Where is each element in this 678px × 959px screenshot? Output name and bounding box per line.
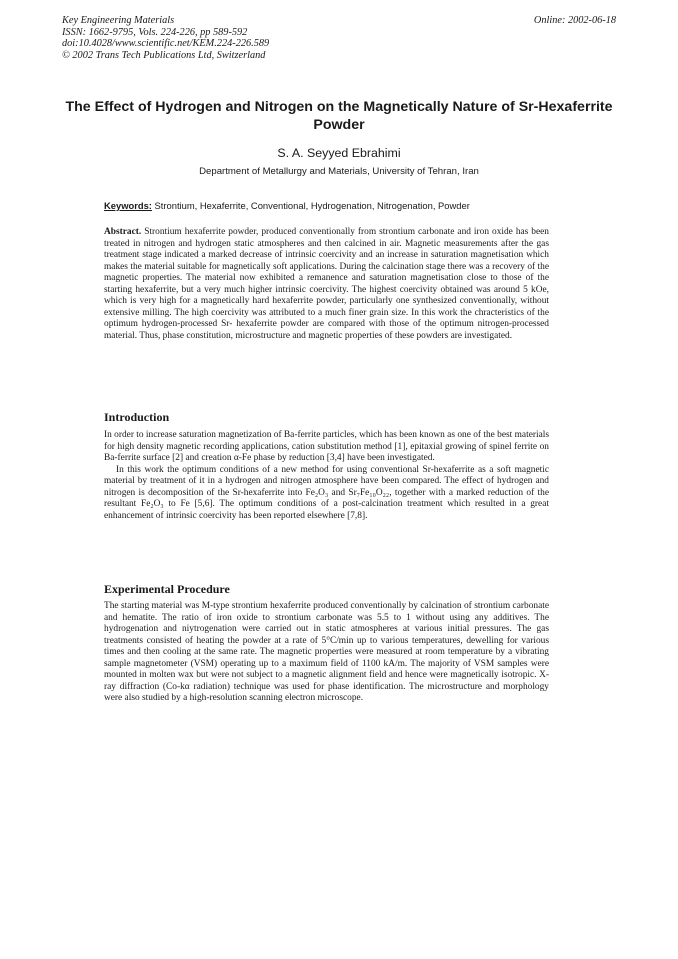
- journal-meta: [62, 15, 269, 61]
- author-affiliation: Department of Metallurgy and Materials, University of Tehran, Iran: [199, 166, 479, 177]
- abstract-text: Strontium hexaferrite powder, produced conventionally from strontium carbonate and iron oxide has been treated in nitrogen and hydrogen static atmospheres and then calcined in air. Magnetic measurements after the gas treatment stage indicated a marked decrease of intrinsic coercivity and an increase in saturation magnetisation which makes the material suitable for magnetically soft applications. During the calcination stage there was a recovery of the magnetic properties. The material now exhibited a remanence and saturation magnetisation close to those of the starting hexaferrite, but a very much higher intrinsic coercivity. The highest coercivity obtained was around 5 kOe, which is very high for a magnetically hard hexaferrite powder, particularly one synthesized conventionally, without extensive milling. The high coercivity was attributed to a much finer grain size. In this work the chracteristics of the optimum hydrogen-processed Sr- hexaferrite powder are compared with those of the optimum nitrogen-processed material. Thus, phase constitution, microstructure and magnetic properties of these powders are investigated.: [104, 227, 549, 341]
- introduction-paragraph-2: In this work the optimum conditions of a new method for using conventional Sr-hexaferrite as a soft magnetic material by treatment of it in a hydrogen and nitrogen atmosphere have been compared. The effect of hydrogen and nitrogen is decomposition of the Sr-hexaferrite into Fe₂O₃ and Sr₇Fe₁₀O₂₂, together with a marked reduction of the resultant Fe₂O₃ to Fe [5,6]. The optimum conditions of a post-calcination treatment which resulted in a great enhancement of intrinsic coercivity has been reported elsewhere [7,8].: [104, 464, 549, 521]
- journal-name: Key Engineering Materials: [62, 15, 175, 26]
- paper-title: The Effect of Hydrogen and Nitrogen on the Magnetically Nature of Sr-Hexaferrite Powder: [65, 99, 613, 133]
- abstract: [104, 227, 549, 342]
- introduction-heading: Introduction: [104, 410, 170, 424]
- online-date: Online: 2002-06-18: [533, 15, 616, 26]
- experimental-body: [104, 601, 549, 705]
- keywords-line: [104, 200, 574, 211]
- introduction-body: [104, 430, 549, 522]
- experimental-heading: Experimental Procedure: [104, 582, 230, 596]
- issn-line: ISSN: 1662-9795, Vols. 224-226, pp 589-592: [62, 26, 248, 38]
- introduction-paragraph-1: In order to increase saturation magnetization of Ba-ferrite particles, which has been known as one of the best materials for high density magnetic recording applications, cation substitution method [1], epitaxial growing of spinel ferrite on Ba-ferrite surface [2] and creation α-Fe phase by reduction [3,4] have been investigated.: [104, 430, 549, 464]
- keywords-list: Strontium, Hexaferrite, Conventional, Hydrogenation, Nitrogenation, Powder: [154, 200, 470, 211]
- author-name: S. A. Seyyed Ebrahimi: [277, 146, 401, 160]
- doi-line: doi:10.4028/www.scientific.net/KEM.224-226.589: [62, 38, 270, 50]
- keywords-label: Keywords:: [104, 200, 152, 211]
- abstract-label: Abstract.: [104, 227, 142, 237]
- copyright-line: © 2002 Trans Tech Publications Ltd, Switzerland: [62, 49, 266, 61]
- experimental-paragraph-1: The starting material was M-type strontium hexaferrite produced conventionally by calcination of strontium carbonate and hematite. The ratio of iron oxide to strontium carbonate was 5.5 to 1 without using any additives. The hydrogenation and niytrogenation were carried out in static atmospheres at various initial pressures. The gas treatments consisted of heating the powder at a rate of 5°C/min up to various temperatures, dewelling for various times and then cooling at the same rate. The magnetic properties were measured at room temperature by a vibrating sample magnetometer (VSM) operating up to a maximum field of 1100 kA/m. The majority of VSM samples were mounted in molten wax but were not subject to a magnetic alignment field and hence were magnetically isotropic. X-ray diffraction (Co-kα radiation) technique was used for phase identification. The microstructure and morphology were also studied by a high-resolution scanning electron microscope.: [104, 601, 549, 704]
- abstract-paragraph: [104, 227, 549, 342]
